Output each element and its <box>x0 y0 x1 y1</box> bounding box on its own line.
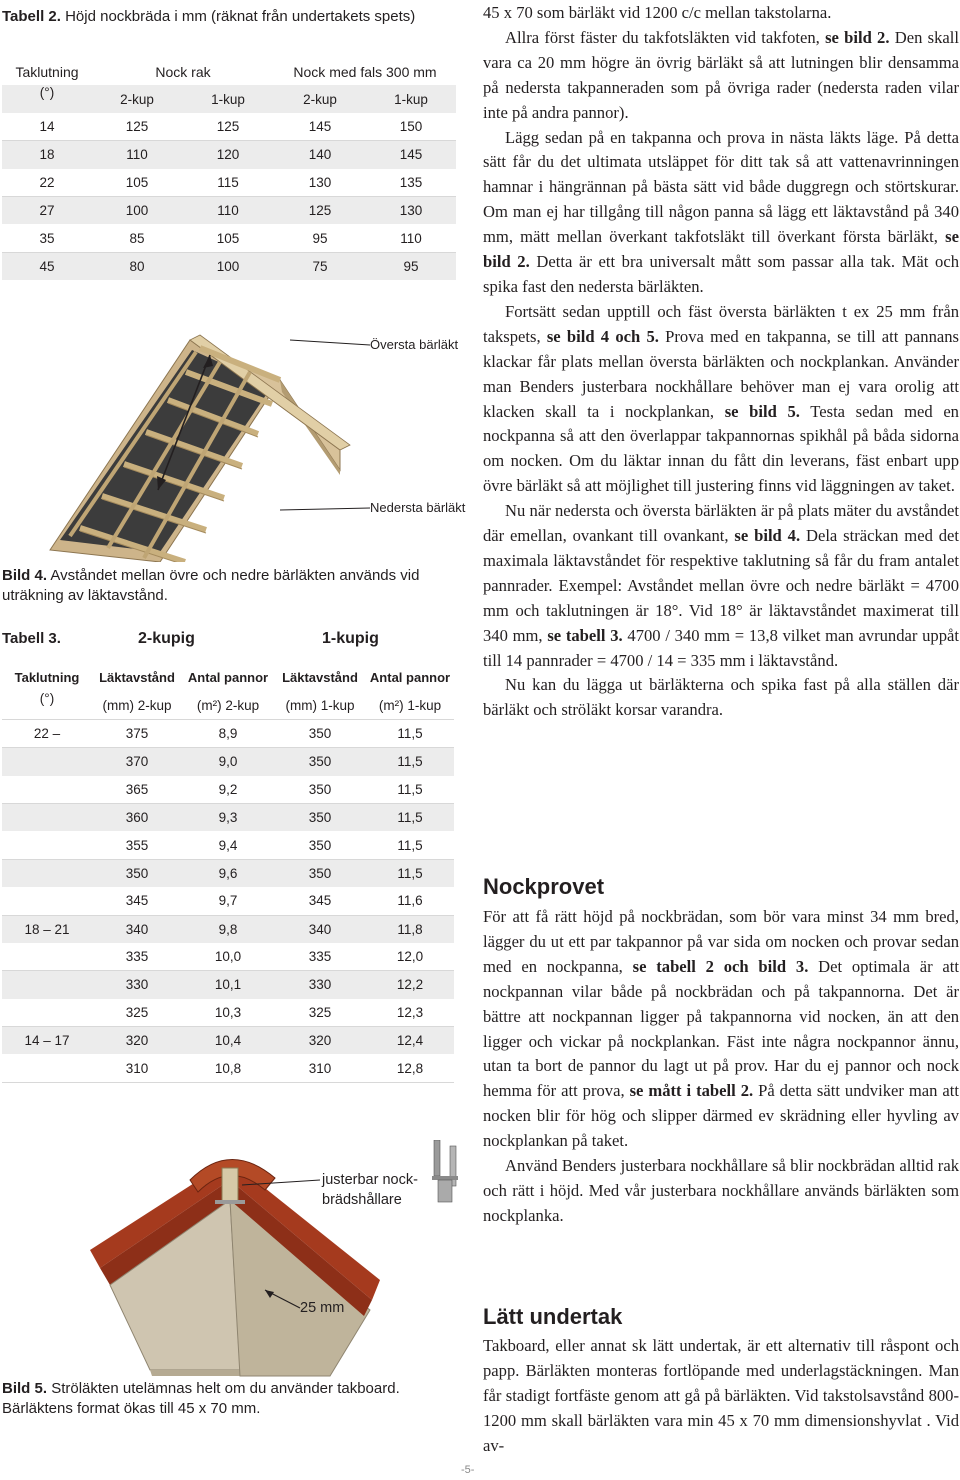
table3-header: Antal pannor <box>369 670 451 686</box>
table-row: 360 9,3 350 11,5 <box>2 803 454 831</box>
table-row: 35 85 105 95 110 <box>2 224 456 252</box>
heading-latt-undertak: Lätt undertak <box>483 1304 623 1329</box>
table3 <box>2 664 454 1083</box>
table-row: 14 125 125 145 150 <box>2 113 456 141</box>
table-row: 14 – 17 320 10,4 320 12,4 <box>2 1027 454 1055</box>
paragraph: 45 x 70 som bärläkt vid 1200 c/c mellan takstolarna. <box>483 3 832 22</box>
table3-group-2kupig: 2-kupig <box>138 630 195 647</box>
table2-sub-header: 2-kup <box>274 85 366 112</box>
table-row: 18 110 120 140 145 <box>2 141 456 169</box>
page-number: -5- <box>461 1464 475 1476</box>
figure4-caption-text: Avståndet mellan övre och nedre bärläkten används vid uträkning av läktavstånd. <box>2 567 420 604</box>
table3-header: Antal pannor <box>187 670 269 686</box>
table2-col-taklutning: Taklutning <box>15 63 79 80</box>
table2 <box>2 58 456 280</box>
table3-header: Läktavstånd <box>99 670 175 686</box>
table3-subheader: (m²) 2-kup <box>182 691 274 719</box>
table3-subheader: (mm) 1-kup <box>274 691 366 719</box>
table-row: 355 9,4 350 11,5 <box>2 831 454 859</box>
table-row: 350 9,6 350 11,5 <box>2 859 454 887</box>
table2-title-label: Tabell 2. <box>2 8 61 25</box>
figure4-caption-label: Bild 4. <box>2 567 48 584</box>
table-row: 335 10,0 335 12,0 <box>2 943 454 971</box>
table3-subheader: (m²) 1-kup <box>366 691 454 719</box>
paragraph: Nu kan du lägga ut bärläkterna och spika fast på alla ställen där bärläkt och ströläkt korsar varandra. <box>483 675 959 720</box>
table2-sub-header: 2-kup <box>92 85 182 112</box>
table-row: 27 100 110 125 130 <box>2 196 456 224</box>
table-row: 345 9,7 345 11,6 <box>2 887 454 915</box>
label-oversta-barlakt: Översta bärläkt <box>370 337 459 352</box>
table-row: 18 – 21 340 9,8 340 11,8 <box>2 915 454 943</box>
table3-group-1kupig: 1-kupig <box>322 630 379 647</box>
table-row: 325 10,3 325 12,3 <box>2 999 454 1027</box>
figure4-caption <box>2 566 460 606</box>
figure5-caption-label: Bild 5. <box>2 1380 48 1397</box>
label-25mm: 25 mm <box>300 1300 345 1316</box>
table2-sub-header: 1-kup <box>182 85 274 112</box>
paragraph: Fortsätt sedan upptill och fäst översta bärläkten t ex 25 mm från takspets, se bild 4 och 5. Prova med en takpanna, se till att pannans klackar får plats mellan översta bärläkten och nockplankan. Använder man Benders justerbara nockhållare behöver man ej vara orolig att klacken skall ta i nockplankan, se bild 5. Testa sedan med en nockpanna så att den överlappar takpannornas spikhål på båda sidorna om nocken. Om du läktar innan du fått din leverans, fäst enbart upp övre bärläkt så att möjlighet till justering finns vid läggningen av taket. <box>483 301 959 496</box>
paragraph: Takboard, eller annat sk lätt undertak, är ett alternativ till råspont och papp. Bärläkten monteras fortlöpande med underlagstäckningen. Man får stadigt fortfäste genom att gå på bärläkten. Vid takstolsavstånd 800-1200 mm skall bärläkten vara min 45 x 70 mm dimensionshyvlat . Vid av- <box>483 1336 959 1455</box>
table2-group-nock-rak: Nock rak <box>155 63 211 80</box>
table3-subheader: (mm) 2-kup <box>92 691 182 719</box>
table3-col-deg: (°) <box>2 691 92 719</box>
right-column <box>483 1 959 723</box>
paragraph: Lägg sedan på en takpanna och prova in nästa läkts läge. På detta sätt får du det ultimata utsläppet för ditt tak så att vattenavrinningen hamnar i hängrännan på bästa sätt vid både duggregn och störtskurar. Om man ej har tillgång till någon panna så lägg ett läktavstånd på 340 mm, mätt mellan överkant takfotsläkt till överkant första bärläkt, se bild 2. Detta är ett bra universalt mått som passar alla tak. Mät och spika fast den nedersta bärläkten. <box>483 127 959 296</box>
table-row: 22 – 375 8,9 350 11,5 <box>2 719 454 747</box>
table-row: 22 105 115 130 135 <box>2 169 456 197</box>
paragraph: Nu när nedersta och översta bärläkten är på plats mäter du avståndet där emellan, ovankant till ovankant, se bild 4. Dela sträckan med det maximala läktavståndet för respektive taklutning så får du fram antalet pannrader. Exempel: Avståndet mellan övre och nedre bärläkt = 4700 mm och taklutningen är 18°. Vid 18° är läktavståndet maximerat till 340 mm, se tabell 3. 4700 / 340 mm = 13,8 vilket man avrundar uppåt till 14 pannrader = 4700 / 14 = 335 mm i läktavstånd. <box>483 501 959 670</box>
paragraph: Allra först fäster du takfotsläkten vid takfoten, se bild 2. Den skall vara ca 20 mm högre än övrig bärläkt så att lutningen blir densamma på nedersta takpanneraden som på övriga rader (nedersta raden vilar inte på andra pannor). <box>483 27 959 122</box>
table3-col-taklutning: Taklutning <box>14 670 80 686</box>
table-row: 310 10,8 310 12,8 <box>2 1054 454 1082</box>
table2-col-deg: (°) <box>2 85 92 112</box>
heading-nockprovet: Nockprovet <box>483 874 605 899</box>
table-row: 45 80 100 75 95 <box>2 252 456 280</box>
table2-title <box>2 7 460 27</box>
figure5-caption <box>2 1379 462 1419</box>
table-row: 370 9,0 350 11,5 <box>2 748 454 776</box>
table3-header: Läktavstånd <box>282 670 358 686</box>
paragraph: Använd Benders justerbara nockhållare så blir nockbrädan alltid rak och rätt i höjd. Med vår justerbara nockhållare används bärläkten som nockplanka. <box>483 1156 959 1225</box>
latt-undertak-section <box>483 1334 959 1459</box>
nockprovet-section <box>483 905 959 1229</box>
label-nedersta-barlakt: Nedersta bärläkt <box>370 500 466 515</box>
table-row: 330 10,1 330 12,2 <box>2 971 454 999</box>
table2-group-nock-fals: Nock med fals 300 mm <box>293 63 437 80</box>
table2-title-text: Höjd nockbräda i mm (räknat från undertakets spets) <box>65 8 416 25</box>
paragraph: För att få rätt höjd på nockbrädan, som bör vara minst 34 mm bred, lägger du ut ett par takpannor på var sida om nocken och provar sedan med en nockpanna, se tabell 2 och bild 3. Det optimala är att nockpannan vilar både på nockbrädan och på takpannorna. Det är bättre att nockpannan ligger på takpannorna vid nocken, än att den ligger och vickar på nockplankan. Fäst inte några nockpannor ännu, utan ta bort de pannor du lagt ut på prov. Har du ej pannor och nock hemma för att prova, se mått i tabell 2. På detta sätt undviker man att nocken blir för hög och slipper därmed ev skrädning eller hyvling av nockplankan på taket. <box>483 907 959 1151</box>
table3-title: Tabell 3. <box>2 630 61 647</box>
table-row: 365 9,2 350 11,5 <box>2 776 454 804</box>
figure5-caption-text: Ströläkten utelämnas helt om du använder takboard. Bärläktens format ökas till 45 x 70 mm. <box>2 1380 400 1417</box>
label-justerbar-nockbradshallare: justerbar nock- brädshållare <box>322 1172 418 1208</box>
table2-sub-header: 1-kup <box>366 85 456 112</box>
